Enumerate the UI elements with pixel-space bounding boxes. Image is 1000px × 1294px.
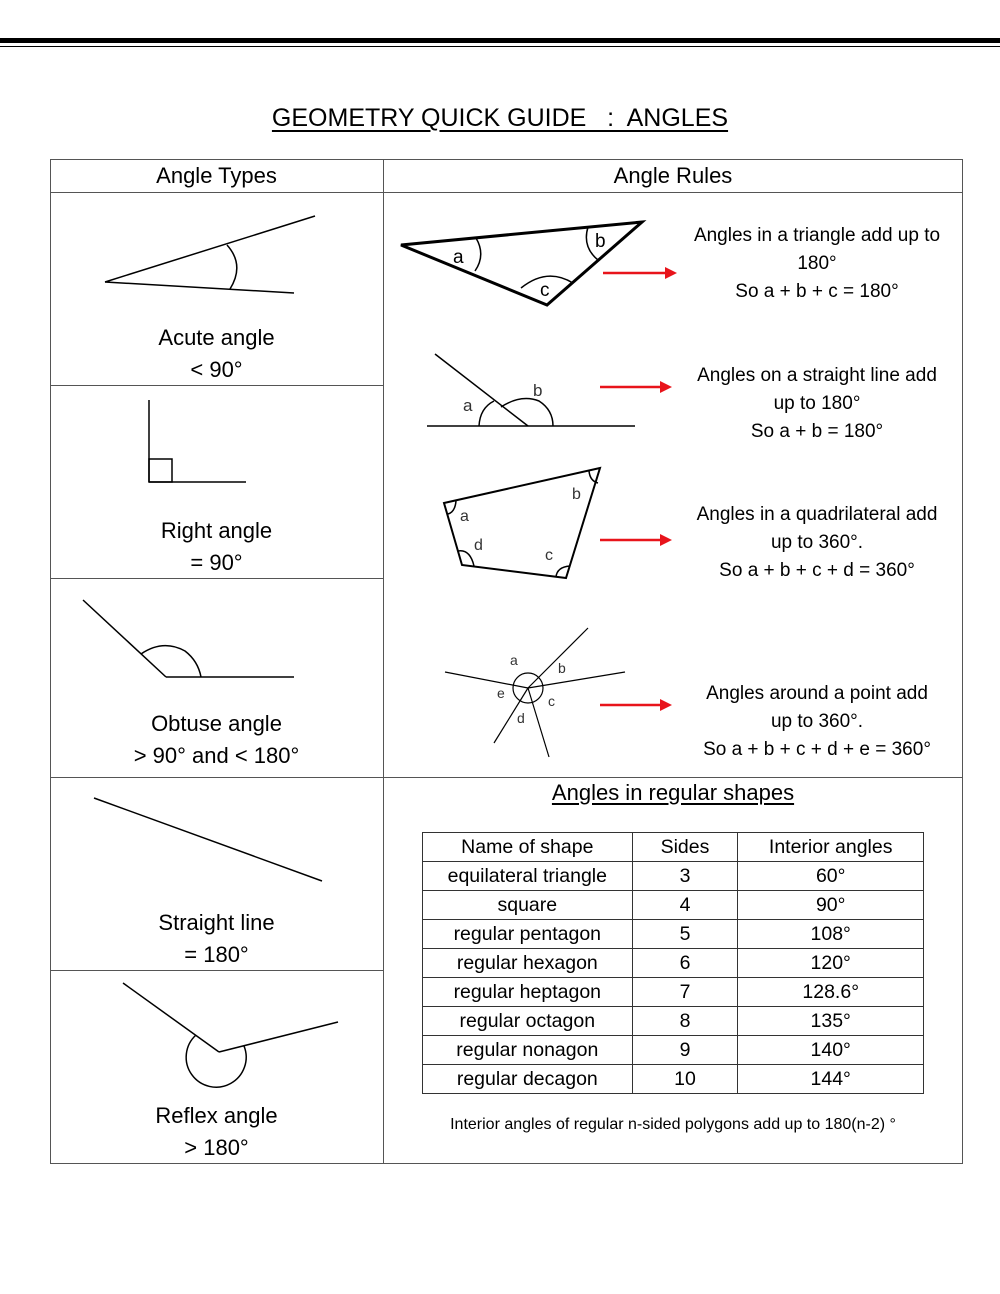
shape-sides: 5 — [632, 920, 738, 949]
shape-name: equilateral triangle — [423, 862, 633, 891]
shape-name: regular nonagon — [423, 1036, 633, 1065]
point-angles-diagram — [440, 625, 640, 755]
page-title: GEOMETRY QUICK GUIDE : ANGLES — [271, 104, 729, 132]
shape-name: regular pentagon — [423, 920, 633, 949]
angle-label: b — [595, 231, 606, 252]
shape-angle: 140° — [738, 1036, 924, 1065]
angle-type-name: Reflex angle — [155, 1103, 278, 1128]
rule-line: Angles in a quadrilateral add — [696, 504, 938, 525]
angle-type-name: Right angle — [160, 518, 273, 543]
column-header: Interior angles — [738, 833, 924, 862]
shape-angle: 144° — [738, 1065, 924, 1094]
angle-label: a — [463, 396, 473, 415]
straight-line-rule-text — [672, 362, 962, 446]
angle-label: e — [497, 685, 505, 701]
rule-line: up to 180° — [773, 393, 861, 414]
angle-type-name: Acute angle — [158, 325, 275, 350]
table-row — [423, 1065, 924, 1094]
table-row — [423, 920, 924, 949]
shape-sides: 8 — [632, 1007, 738, 1036]
shape-angle: 60° — [738, 862, 924, 891]
shape-name: regular decagon — [423, 1065, 633, 1094]
angle-type-value: < 90° — [190, 357, 243, 382]
angle-type-value: = 90° — [190, 550, 243, 575]
rule-line: Angles on a straight line add — [697, 365, 937, 386]
angle-label: c — [548, 693, 555, 709]
shape-angle: 135° — [738, 1007, 924, 1036]
quadrilateral-diagram — [440, 463, 620, 583]
rule-line: So a + b + c = 180° — [735, 281, 899, 302]
shape-name: regular hexagon — [423, 949, 633, 978]
shape-sides: 9 — [632, 1036, 738, 1065]
acute-angle-caption — [50, 322, 383, 386]
angle-type-value: > 90° and < 180° — [133, 743, 300, 768]
table-row — [423, 862, 924, 891]
straight-line-rule-diagram — [425, 350, 645, 440]
top-rule-thin — [0, 46, 1000, 47]
angle-label: a — [510, 652, 518, 668]
table-header-row — [423, 833, 924, 862]
regular-shapes-heading: Angles in regular shapes — [551, 780, 795, 805]
shape-name: regular heptagon — [423, 978, 633, 1007]
table-row — [423, 891, 924, 920]
shape-angle: 128.6° — [738, 978, 924, 1007]
column-header: Sides — [632, 833, 738, 862]
rule-line: So a + b = 180° — [750, 421, 884, 442]
angle-label: c — [540, 280, 550, 301]
rule-line: up to 360°. — [770, 711, 864, 732]
angle-type-value: = 180° — [184, 942, 249, 967]
table-row — [423, 1036, 924, 1065]
header-angle-rules: Angle Rules — [613, 163, 733, 188]
shape-name: square — [423, 891, 633, 920]
angle-label: d — [474, 537, 483, 554]
angle-type-value: > 180° — [184, 1135, 249, 1160]
obtuse-angle-caption — [50, 708, 383, 772]
straight-line-caption — [50, 907, 383, 971]
rule-line: So a + b + c + d + e = 360° — [703, 739, 931, 760]
triangle-rule-text — [672, 222, 962, 306]
angle-label: c — [545, 547, 553, 564]
triangle-diagram — [395, 215, 655, 315]
regular-shapes-table — [422, 832, 924, 1094]
table-row — [423, 978, 924, 1007]
shape-sides: 4 — [632, 891, 738, 920]
rule-line: Angles in a triangle add up to — [693, 225, 941, 246]
shape-angle: 90° — [738, 891, 924, 920]
angle-label: b — [558, 660, 566, 676]
rule-line: up to 360°. — [770, 532, 864, 553]
arrow-icon — [600, 380, 680, 394]
table-row — [423, 1007, 924, 1036]
angle-label: d — [517, 710, 525, 726]
arrow-icon — [600, 698, 680, 712]
angle-label: b — [533, 381, 543, 400]
quadrilateral-rule-text — [672, 501, 962, 585]
reflex-angle-caption — [50, 1100, 383, 1164]
angle-label: b — [572, 486, 581, 503]
polygon-sum-note: Interior angles of regular n-sided polygons add up to 180(n-2) ° — [450, 1116, 896, 1133]
right-angle-caption — [50, 515, 383, 579]
angle-type-name: Straight line — [158, 910, 275, 935]
angle-label: a — [453, 247, 464, 268]
arrow-icon — [603, 266, 683, 280]
table-row — [423, 949, 924, 978]
angle-label: a — [460, 508, 469, 525]
point-rule-text — [672, 680, 962, 764]
shape-sides: 7 — [632, 978, 738, 1007]
shape-sides: 6 — [632, 949, 738, 978]
top-rule — [0, 38, 1000, 43]
arrow-icon — [600, 533, 680, 547]
shape-angle: 120° — [738, 949, 924, 978]
rule-line: Angles around a point add — [706, 683, 928, 704]
shape-name: regular octagon — [423, 1007, 633, 1036]
shape-angle: 108° — [738, 920, 924, 949]
rule-line: 180° — [797, 253, 837, 274]
angle-type-name: Obtuse angle — [151, 711, 282, 736]
rule-line: So a + b + c + d = 360° — [719, 560, 915, 581]
column-header: Name of shape — [423, 833, 633, 862]
column-divider — [383, 159, 384, 1164]
shape-sides: 3 — [632, 862, 738, 891]
shape-sides: 10 — [632, 1065, 738, 1094]
header-angle-types: Angle Types — [156, 163, 277, 188]
